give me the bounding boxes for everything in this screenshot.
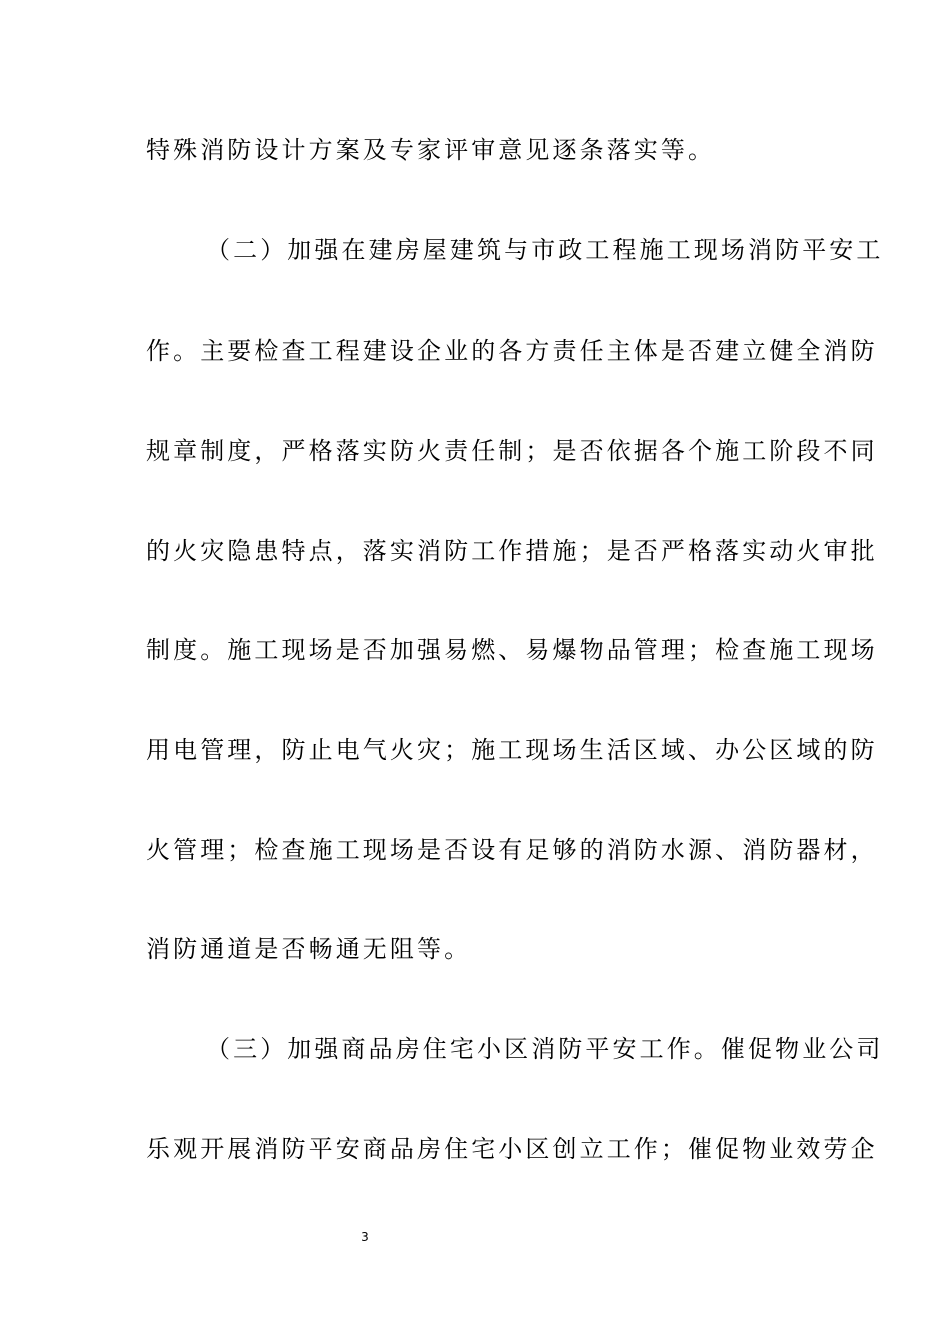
paragraph-line-2: （二）加强在建房屋建筑与市政工程施工现场消防平安工	[206, 236, 884, 264]
paragraph-line-9: 消防通道是否畅通无阻等。	[146, 935, 472, 963]
paragraph-line-1: 特殊消防设计方案及专家评审意见逐条落实等。	[146, 136, 716, 164]
page-number: 3	[361, 1230, 369, 1244]
paragraph-line-4: 规章制度，严格落实防火责任制；是否依据各个施工阶段不同	[146, 437, 878, 465]
paragraph-line-8: 火管理；检查施工现场是否设有足够的消防水源、消防器材，	[146, 836, 878, 864]
paragraph-line-7: 用电管理，防止电气火灾；施工现场生活区域、办公区域的防	[146, 736, 878, 764]
paragraph-line-11: 乐观开展消防平安商品房住宅小区创立工作；催促物业效劳企	[146, 1135, 878, 1163]
paragraph-line-6: 制度。施工现场是否加强易燃、易爆物品管理；检查施工现场	[146, 636, 878, 664]
paragraph-line-5: 的火灾隐患特点，落实消防工作措施；是否严格落实动火审批	[146, 537, 878, 565]
paragraph-line-3: 作。主要检查工程建设企业的各方责任主体是否建立健全消防	[146, 337, 878, 365]
paragraph-line-10: （三）加强商品房住宅小区消防平安工作。催促物业公司	[206, 1035, 884, 1063]
